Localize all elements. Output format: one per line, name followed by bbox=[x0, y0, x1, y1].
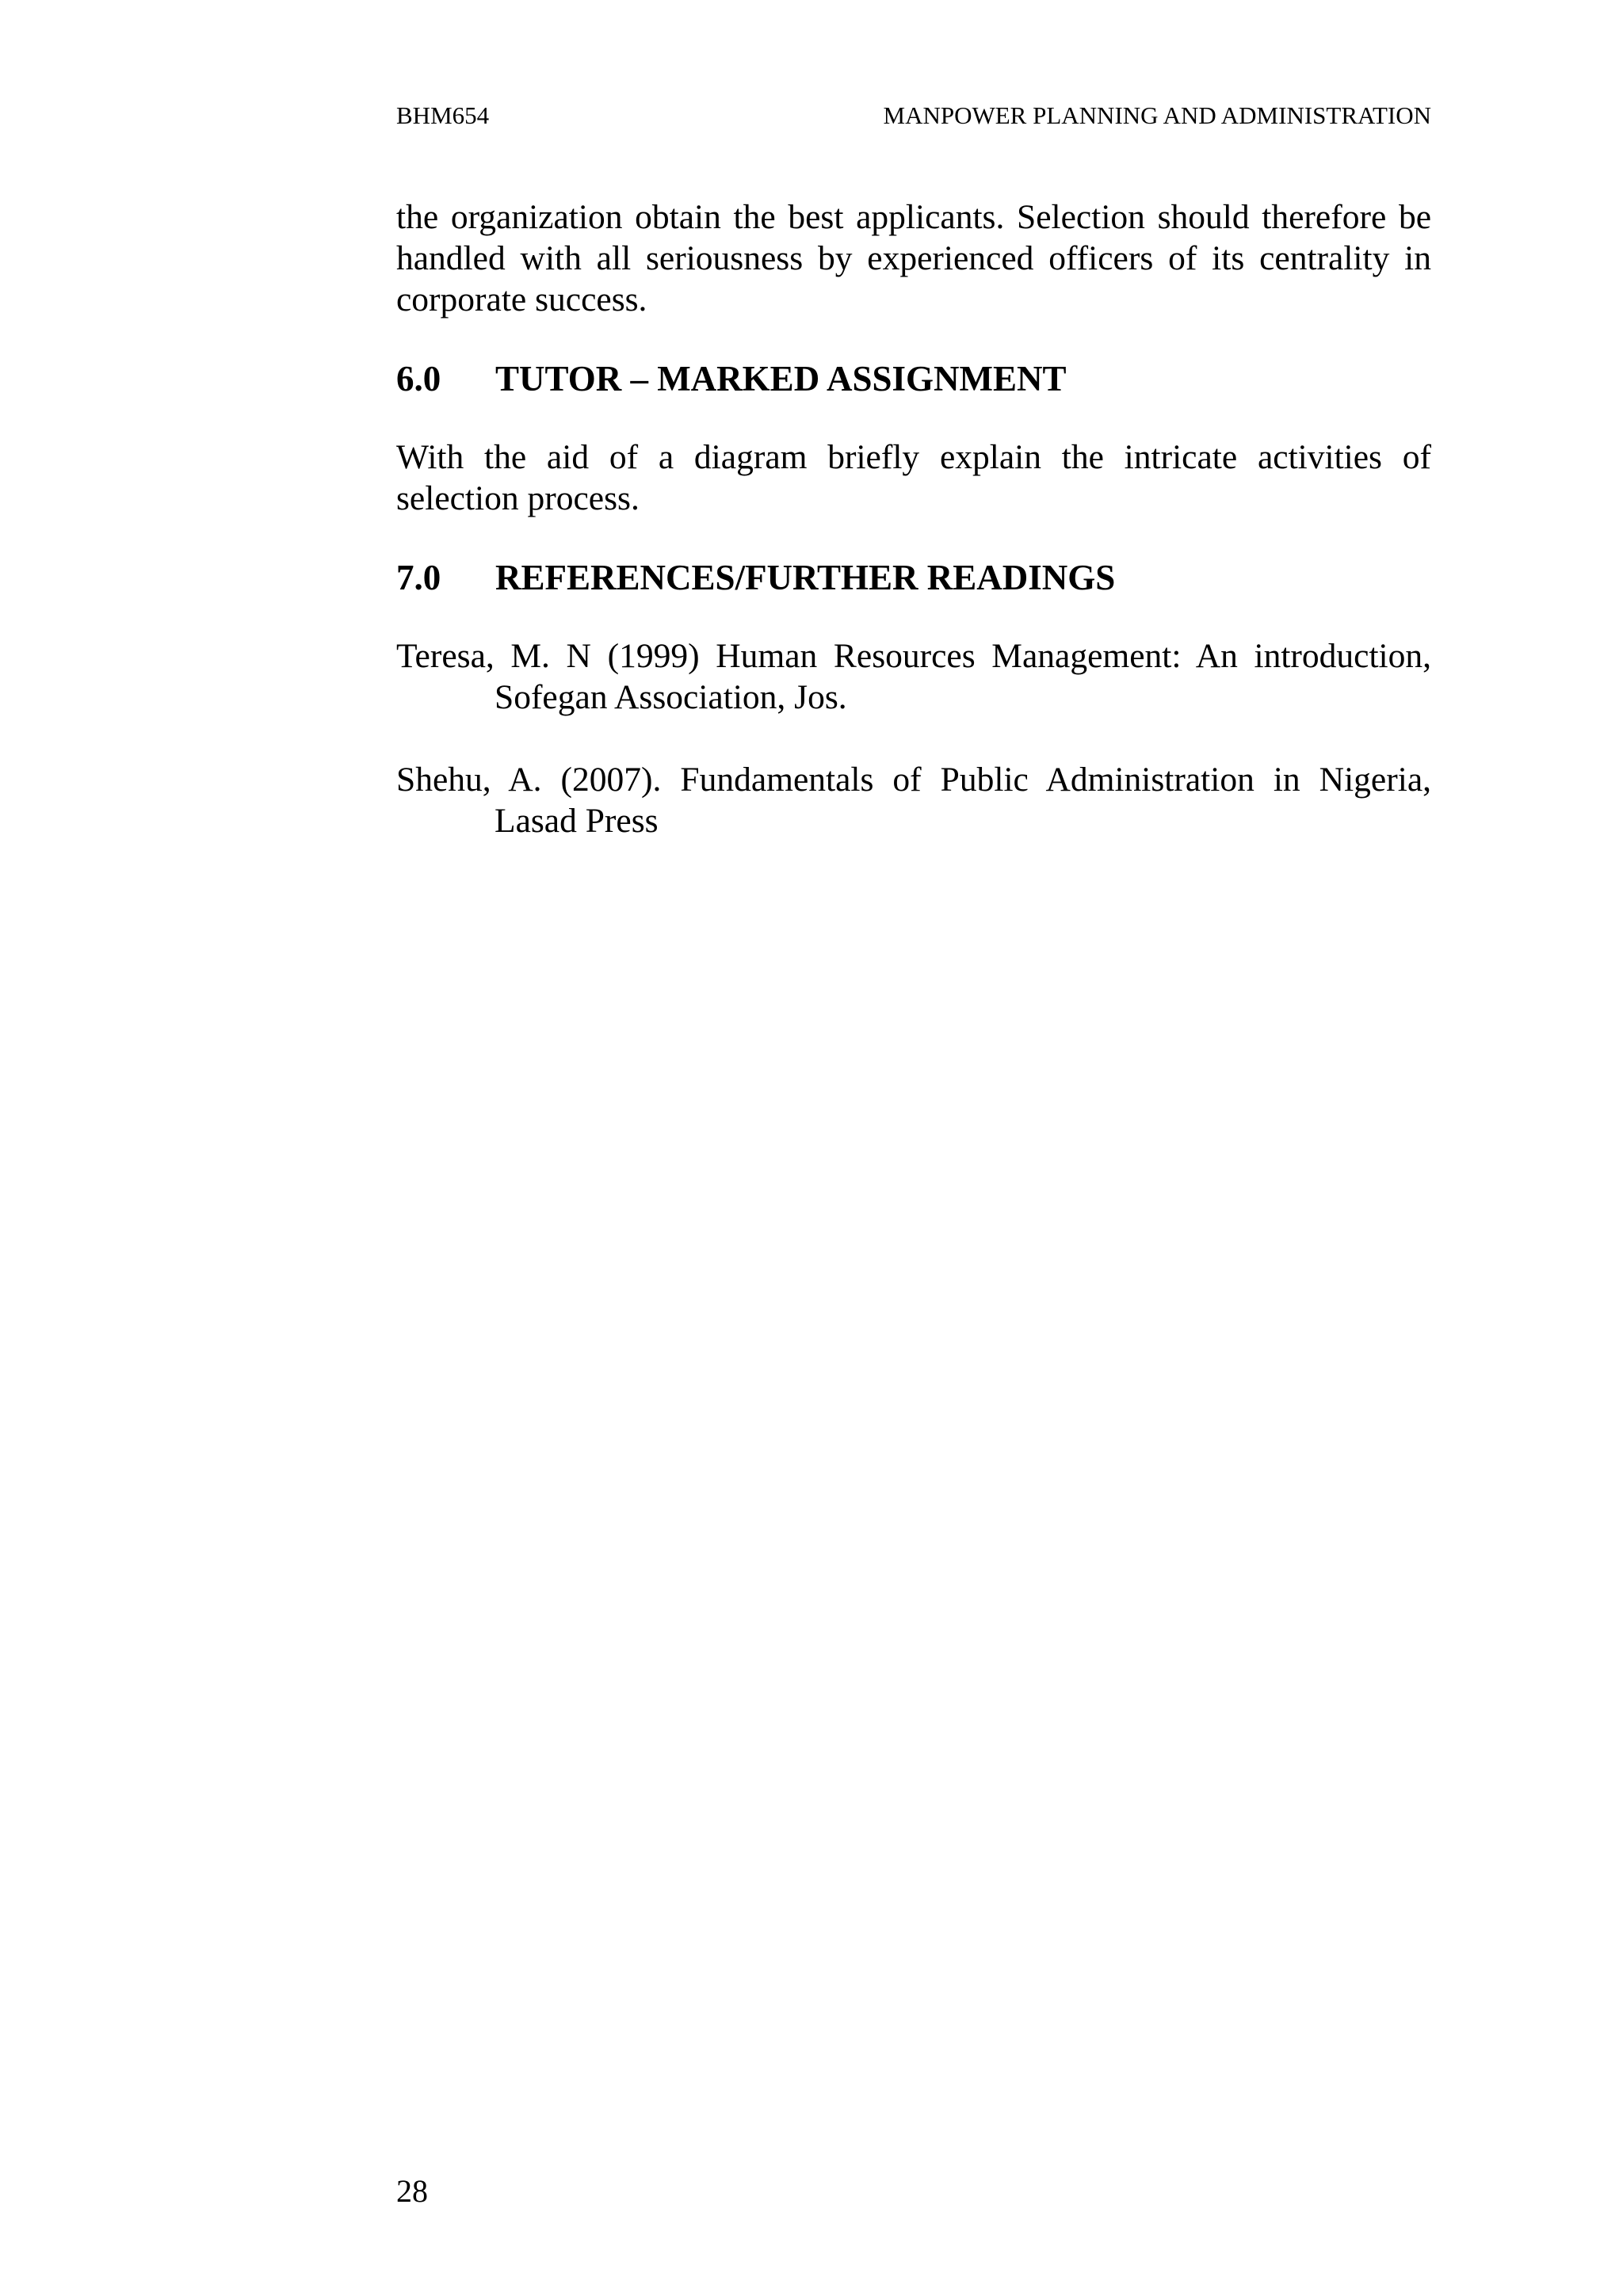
course-code: BHM654 bbox=[396, 101, 490, 129]
reference-entry: Teresa, M. N (1999) Human Resources Management: An introduction, Sofegan Association, Jos. bbox=[396, 637, 1431, 716]
section-heading-references bbox=[396, 556, 1431, 599]
section-heading-tutor-marked-assignment bbox=[396, 357, 1431, 400]
reference-entry: Shehu, A. (2007). Fundamentals of Public Administration in Nigeria, Lasad Press bbox=[396, 761, 1431, 840]
intro-paragraph: the organization obtain the best applicants. Selection should therefore be handled with all seriousness by experienced officers of its centrality in corporate success. bbox=[396, 198, 1431, 318]
section-number: 6.0 bbox=[396, 359, 441, 399]
section-title: TUTOR – MARKED ASSIGNMENT bbox=[495, 359, 1067, 399]
assignment-text: With the aid of a diagram briefly explain the intricate activities of selection process. bbox=[396, 438, 1431, 517]
course-title: MANPOWER PLANNING AND ADMINISTRATION bbox=[883, 101, 1431, 129]
running-header bbox=[396, 100, 1431, 132]
section-number: 7.0 bbox=[396, 558, 441, 597]
page-body bbox=[396, 196, 1431, 841]
page-number: 28 bbox=[396, 2173, 428, 2209]
section-title: REFERENCES/FURTHER READINGS bbox=[495, 558, 1116, 597]
